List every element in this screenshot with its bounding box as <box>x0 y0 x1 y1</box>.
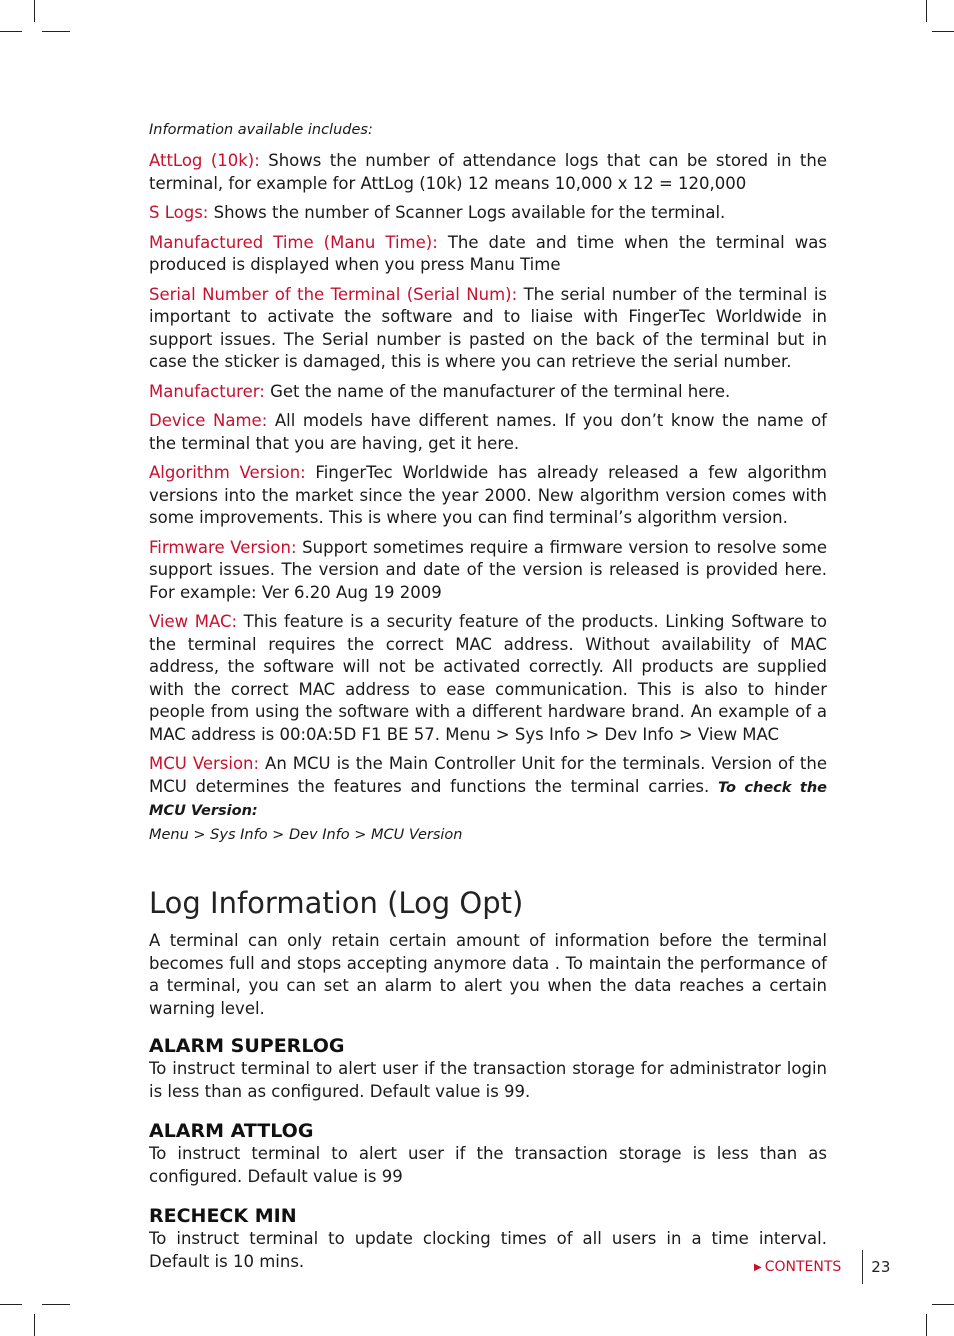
item-text: FingerTec Worldwide has already released a few algorithm versions into the market since the year 2000. New algorithm version comes with some improvements. This is where you can find terminal’s algorithm version. <box>149 463 828 527</box>
page-content <box>149 122 827 1289</box>
subsection-heading: ALARM SUPERLOG <box>149 1035 345 1057</box>
section-intro: A terminal can only retain certain amount of information before the terminal becomes full and stops accepting anymore data . To maintain the performance of a terminal, you can set an alarm to alert you when the data reaches a certain warning level. <box>149 931 827 1018</box>
crop-mark <box>0 1304 22 1305</box>
item-term: Firmware Version: <box>149 537 297 557</box>
item-term: Device Name: <box>149 411 268 430</box>
crop-mark <box>34 0 35 22</box>
info-item <box>149 232 827 277</box>
info-item <box>149 462 827 530</box>
section-title: Log Information (Log Opt) <box>149 886 524 920</box>
crop-mark <box>932 31 954 32</box>
item-term: AttLog (10k): <box>149 151 260 170</box>
info-item <box>149 150 827 195</box>
item-text: Support sometimes require a firmware version to resolve some support issues. The version and date of the version is released is provided here. For example: Ver 6.20 Aug 19 2009 <box>149 537 827 602</box>
item-term: Serial Number of the Terminal (Serial Num): <box>149 284 518 304</box>
subsection-heading: RECHECK MIN <box>149 1205 297 1227</box>
subsection-text: To instruct terminal to alert user if the transaction storage is less than as configured. Default value is 99 <box>149 1144 827 1186</box>
item-text: Get the name of the manufacturer of the terminal here. <box>270 381 731 401</box>
mcu-check-label: To check the MCU Version: <box>149 779 827 819</box>
subsection <box>149 1204 827 1273</box>
info-item <box>149 611 827 746</box>
crop-mark <box>932 1304 954 1305</box>
item-term: View MAC: <box>149 612 238 631</box>
item-text: Shows the number of Scanner Logs available for the terminal. <box>213 203 726 222</box>
info-item <box>149 381 827 404</box>
info-item <box>149 410 827 455</box>
subsection <box>149 1119 827 1188</box>
item-text: The date and time when the terminal was produced is displayed when you press Manu Time <box>149 232 827 274</box>
item-term: MCU Version: <box>149 754 260 773</box>
crop-mark <box>34 1314 35 1336</box>
info-item <box>149 537 827 605</box>
item-text: Shows the number of attendance logs that can be stored in the terminal, for example for AttLog (10k) 12 means 10,000 x 12 = 120,000 <box>149 151 828 193</box>
info-item <box>149 284 827 374</box>
item-term: S Logs: <box>149 203 209 222</box>
subsection-text: To instruct terminal to alert user if the transaction storage for administrator login is less than as configured. Default value is 99. <box>149 1059 827 1101</box>
item-text: An MCU is the Main Controller Unit for the terminals. Version of the MCU determines the features and functions the terminal carries. <box>149 754 828 796</box>
crop-mark <box>0 31 22 32</box>
intro-text: Information available includes: <box>149 122 373 138</box>
footer-divider <box>862 1250 863 1284</box>
item-term: Algorithm Version: <box>149 463 306 482</box>
crop-mark <box>42 1304 70 1305</box>
subsection-text: To instruct terminal to update clocking times of all users in a time interval. Default is 10 mins. <box>149 1229 827 1271</box>
crop-mark <box>926 1314 927 1336</box>
page-number: 23 <box>871 1258 891 1276</box>
crop-mark <box>926 0 927 22</box>
contents-label: CONTENTS <box>764 1259 842 1275</box>
contents-link[interactable] <box>754 1259 841 1275</box>
triangle-right-icon: ▶ <box>754 1261 762 1273</box>
crop-mark <box>42 31 70 32</box>
mcu-menu-path: Menu > Sys Info > Dev Info > MCU Version <box>149 826 463 843</box>
item-term: Manufactured Time (Manu Time): <box>149 232 438 252</box>
info-item-mcu <box>149 753 827 846</box>
item-text: The serial number of the terminal is important to activate the software and to liaise with FingerTec Worldwide in support issues. The Serial number is pasted on the back of the terminal but in case the sticker is damaged, this is where you can retrieve the serial number. <box>149 284 828 371</box>
page-footer <box>754 1250 890 1284</box>
info-list <box>149 150 827 846</box>
subsection-heading: ALARM ATTLOG <box>149 1120 314 1142</box>
item-text: This feature is a security feature of the products. Linking Software to the terminal requires the correct MAC address. Without availability of MAC address, the software will not be activated correctly. All products are supplied with the correct MAC address to ease communication. This is also to hinder people from using the software with a different hardware brand. An example of a MAC address is 00:0A:5D F1 BE 57. Menu > Sys Info > Dev Info > View MAC <box>149 612 827 744</box>
subsection <box>149 1034 827 1103</box>
item-term: Manufacturer: <box>149 381 265 401</box>
item-text: All models have different names. If you don’t know the name of the terminal that you are having, get it here. <box>149 411 827 453</box>
info-item <box>149 202 827 225</box>
